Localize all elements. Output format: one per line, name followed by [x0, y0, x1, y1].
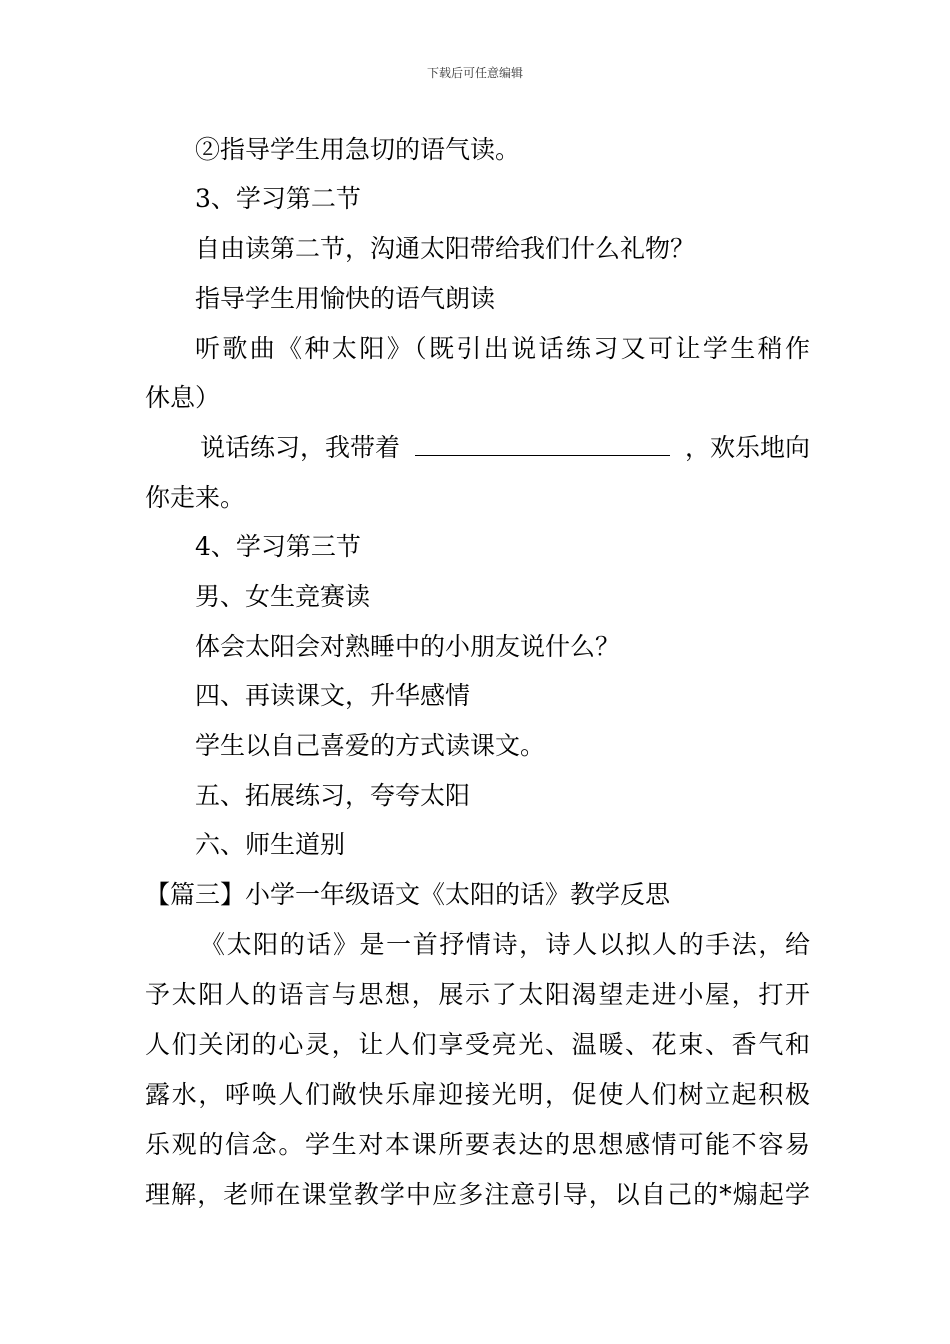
paragraph-line: 理解，老师在课堂教学中应多注意引导，以自己的*煽起学 [145, 1180, 810, 1209]
section-heading: 3、学习第二节 [195, 184, 361, 213]
paragraph-line: 人们关闭的心灵，让人们享受亮光、温暖、花束、香气和 [145, 1030, 810, 1059]
section-heading: 4、学习第三节 [195, 532, 361, 561]
text-line: 自由读第二节，沟通太阳带给我们什么礼物？ [195, 234, 696, 263]
fill-in-prefix: 说话练习，我带着 [200, 433, 401, 462]
page-header: 下载后可任意编辑 [426, 66, 523, 80]
text-line: 学生以自己喜爱的方式读课文。 [195, 731, 546, 760]
text-line: ②指导学生用急切的语气读。 [195, 135, 521, 164]
text-line: 指导学生用愉快的语气朗读 [195, 284, 496, 313]
paragraph-line: 予太阳人的语言与思想，展示了太阳渴望走进小屋，打开 [145, 980, 810, 1009]
fill-in-blank [415, 433, 670, 456]
paragraph-line: 乐观的信念。学生对本课所要表达的思想感情可能不容易 [145, 1130, 810, 1159]
paragraph-line: 露水，呼唤人们敞快乐扉迎接光明，促使人们树立起积极 [145, 1080, 810, 1109]
paragraph-line: 《太阳的话》是一首抒情诗，诗人以拟人的手法，给 [200, 930, 810, 959]
section-heading: 四、再读课文，升华感情 [195, 681, 471, 710]
text-line: 你走来。 [145, 483, 246, 512]
text-line: 休息） [145, 383, 221, 412]
text-line: 体会太阳会对熟睡中的小朋友说什么？ [195, 632, 621, 661]
article-title: 【篇三】小学一年级语文《太阳的话》教学反思 [145, 880, 671, 909]
fill-in-suffix: ，欢乐地向 [684, 433, 810, 462]
text-line: 听歌曲《种太阳》（既引出说话练习又可让学生稍作 [195, 334, 810, 363]
section-heading: 五、拓展练习，夸夸太阳 [195, 781, 471, 810]
text-line: 男、女生竞赛读 [195, 582, 371, 611]
fill-in-sentence [200, 431, 810, 465]
section-heading: 六、师生道别 [195, 830, 346, 859]
